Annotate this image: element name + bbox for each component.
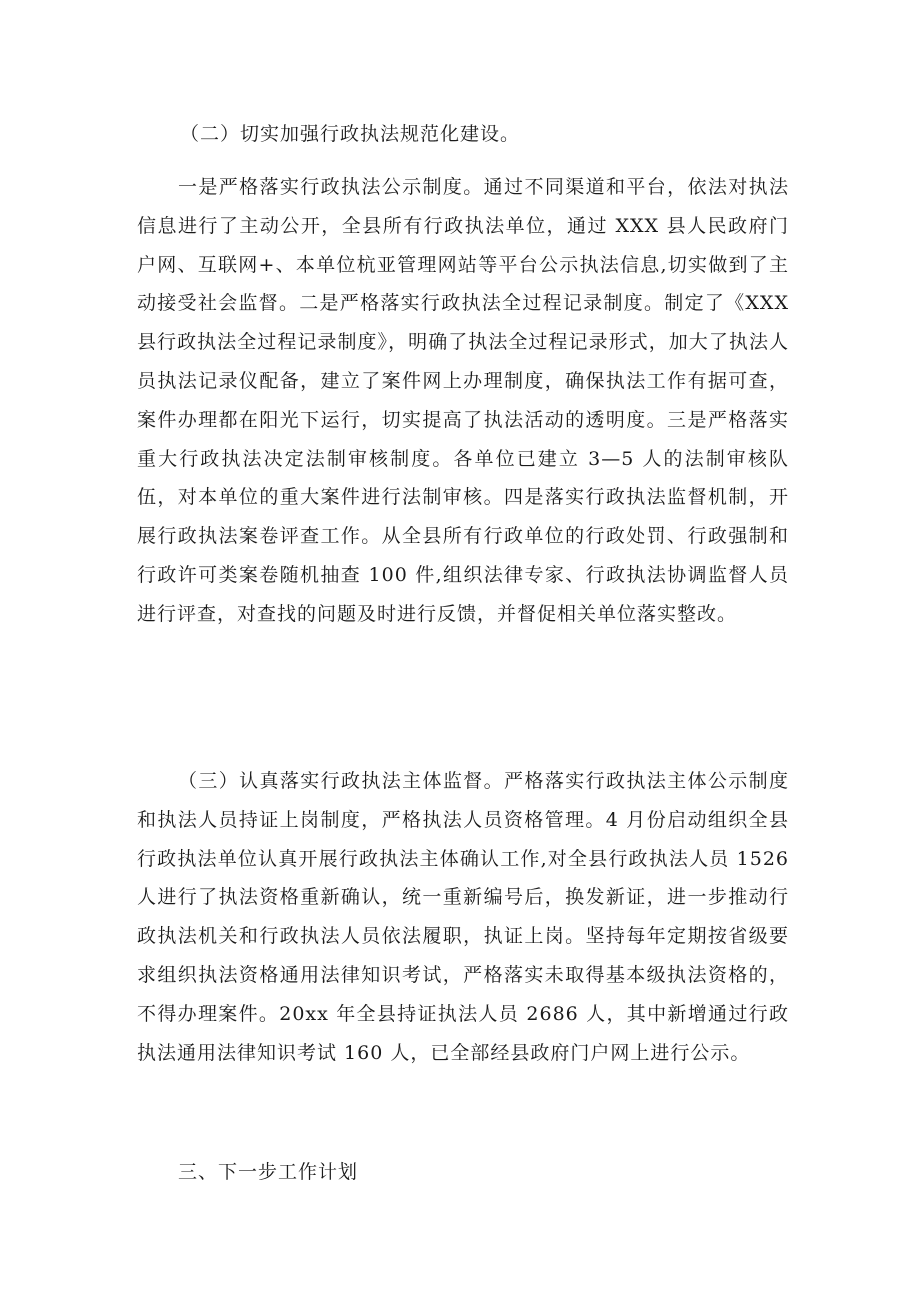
paragraph-execution-standardization: 一是严格落实行政执法公示制度。通过不同渠道和平台，依法对执法信息进行了主动公开，全县所有行政执法单位，通过 XXX 县人民政府门户网、互联网+、本单位杭亚管理网站等平台公示执法信息,切实做到了主动接受社会监督。二是严格落实行政执法全过程记录制度。制定了《XXX 县行政执法全过程记录制度》，明确了执法全过程记录形式，加大了执法人员执法记录仪配备，建立了案件网上办理制度，确保执法工作有据可查，案件办理都在阳光下运行，切实提高了执法活动的透明度。三是严格落实重大行政执法决定法制审核制度。各单位已建立 3—5 人的法制审核队伍，对本单位的重大案件进行法制审核。四是落实行政执法监督机制，开展行政执法案卷评查工作。从全县所有行政单位的行政处罚、行政强制和行政许可类案卷随机抽查 100 件,组织法律专家、行政执法协调监督人员进行评查，对查找的问题及时进行反馈，并督促相关单位落实整改。: [137, 176, 789, 625]
section-heading-3: 三、下一步工作计划: [178, 1161, 359, 1183]
paragraph-execution-subject-supervision: （三）认真落实行政执法主体监督。严格落实行政执法主体公示制度和执法人员持证上岗制度，严格执法人员资格管理。4 月份启动组织全县行政执法单位认真开展行政执法主体确认工作,对全县行政执法人员 1526 人进行了执法资格重新确认，统一重新编号后，换发新证，进一步推动行政执法机关和行政执法人员依法履职，执证上岗。坚持每年定期按省级要求组织执法资格通用法律知识考试，严格落实未取得基本级执法资格的，不得办理案件。20xx 年全县持证执法人员 2686 人，其中新增通过行政执法通用法律知识考试 160 人，已全部经县政府门户网上进行公示。: [137, 770, 789, 1064]
section-heading-2: （二）切实加强行政执法规范化建设。: [180, 123, 521, 145]
